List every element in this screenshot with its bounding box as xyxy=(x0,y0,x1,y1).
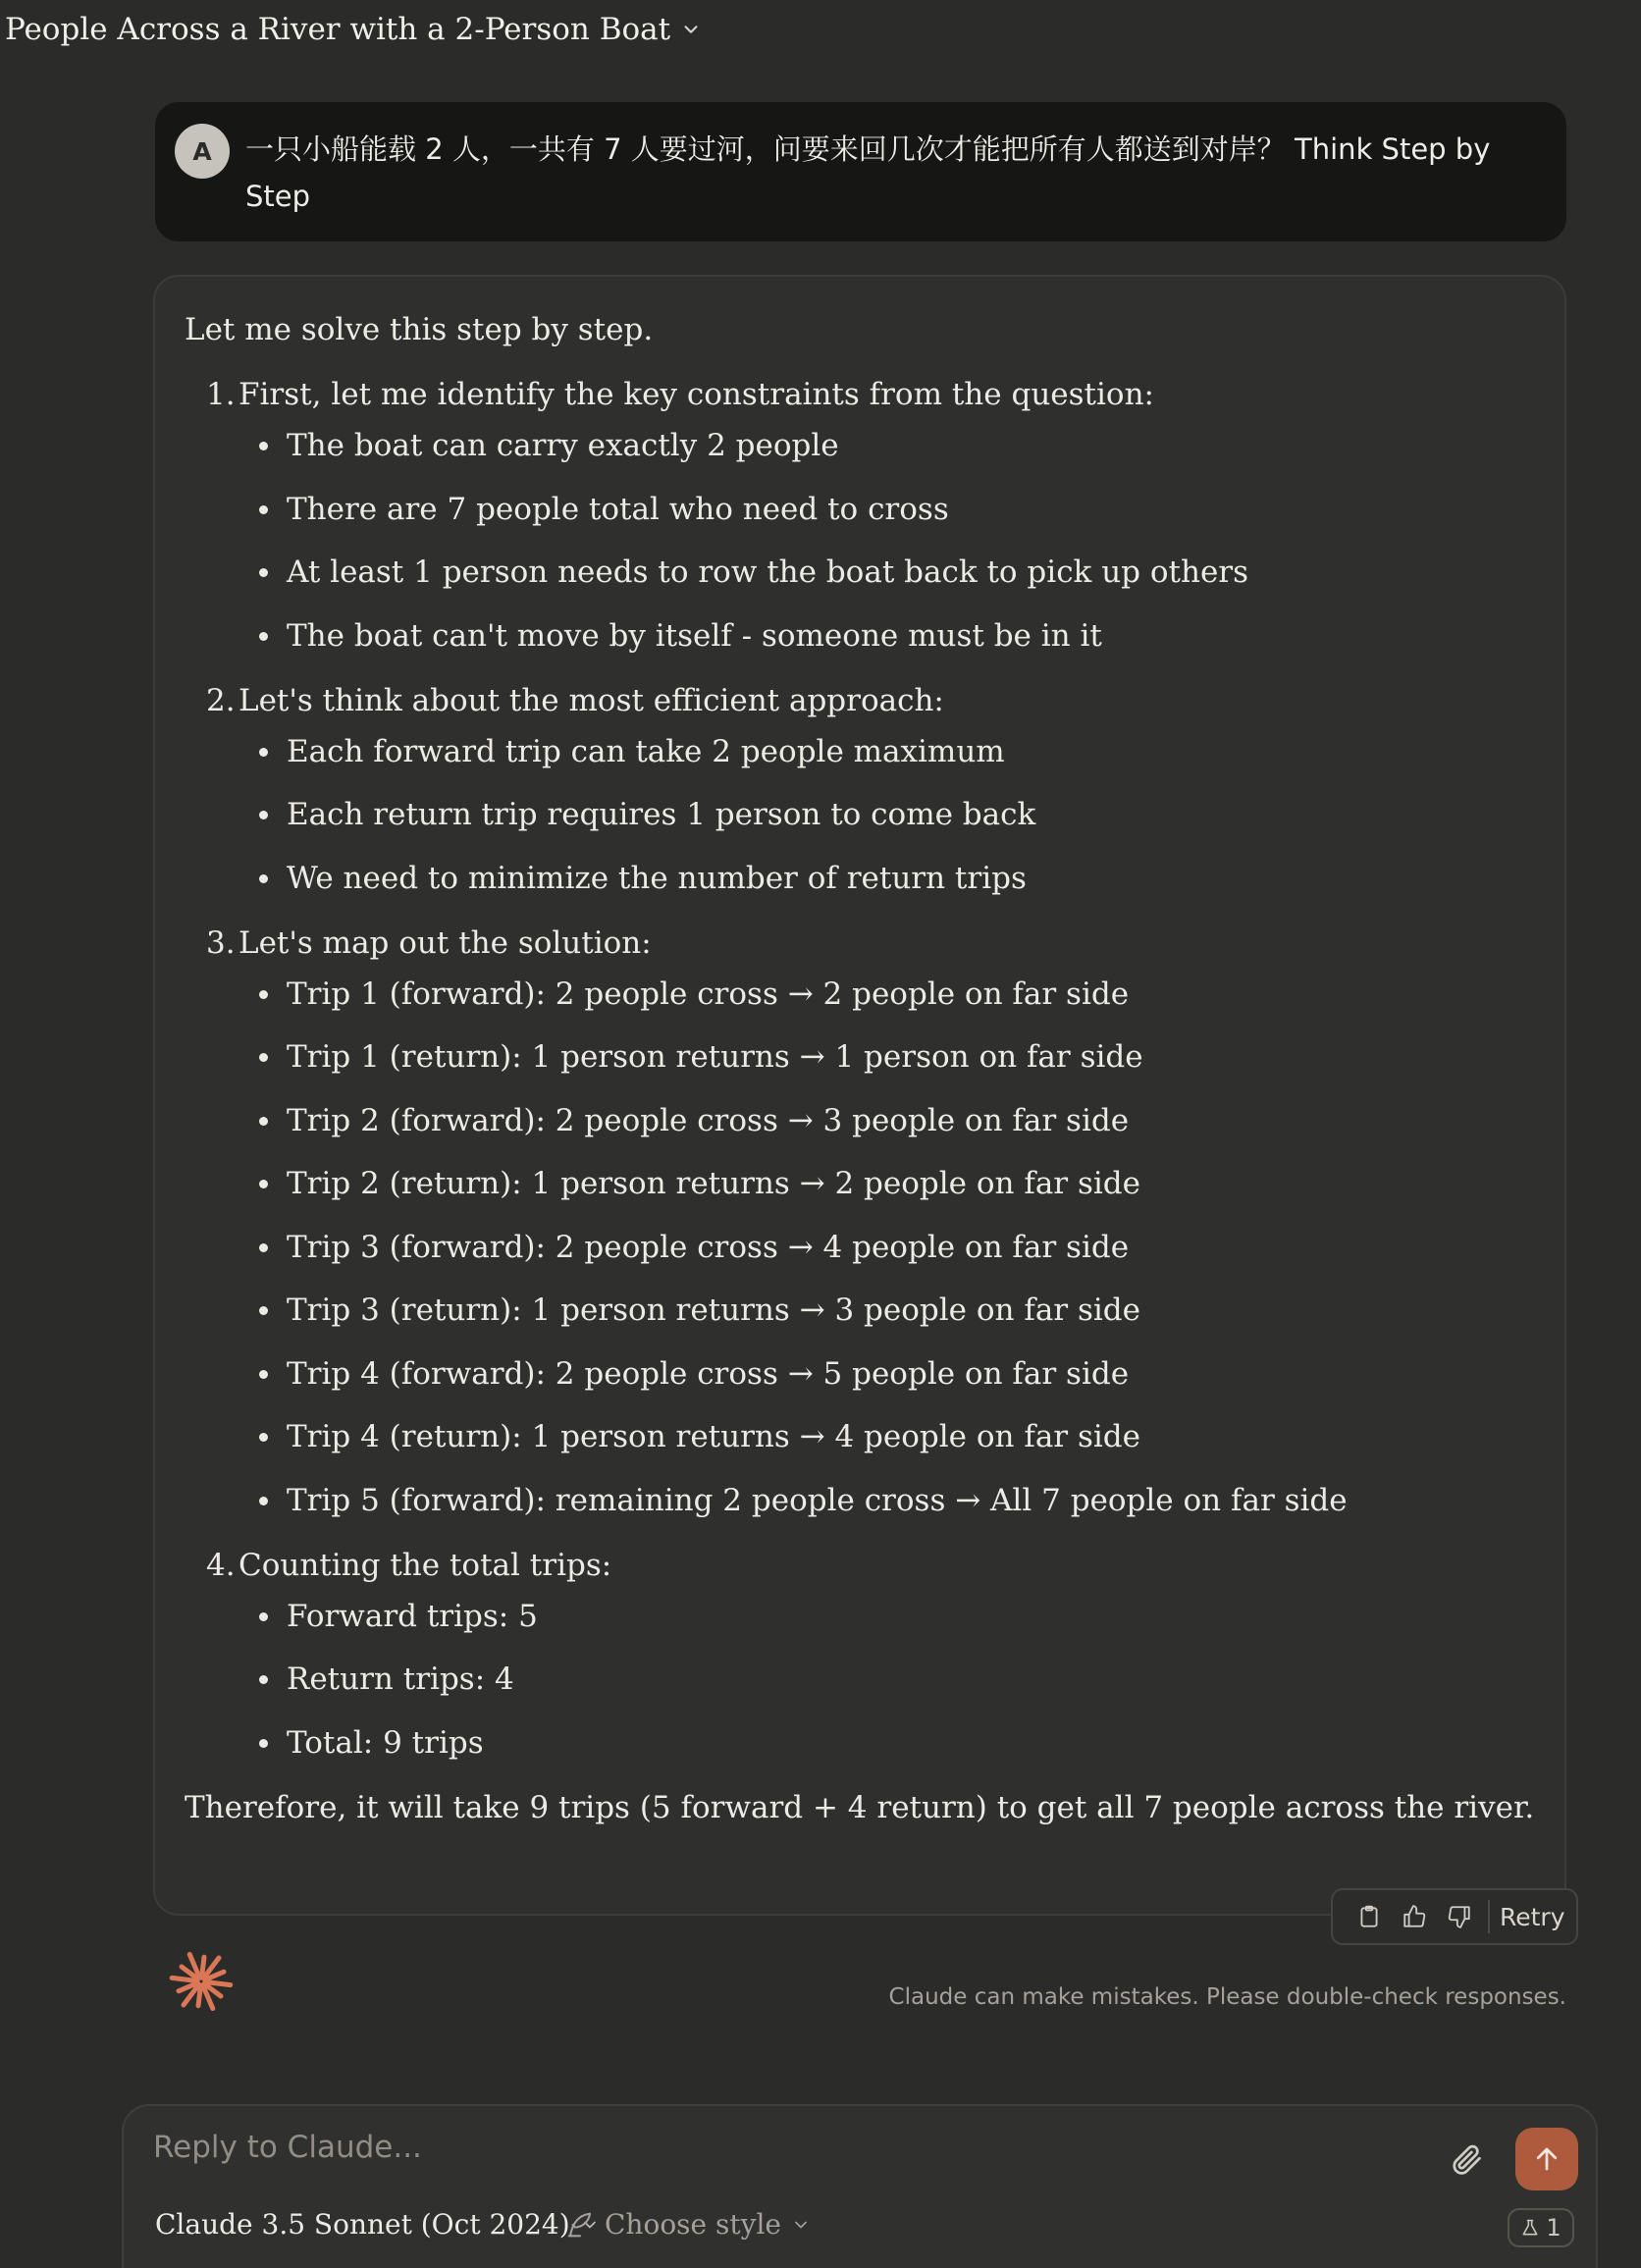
step-heading-text: Counting the total trips: xyxy=(238,1547,612,1583)
bullet-item: Trip 1 (forward): 2 people cross → 2 people on far side xyxy=(259,973,1539,1016)
bullet-item: Return trips: 4 xyxy=(259,1658,1539,1701)
step-heading-text: Let's think about the most efficient approach: xyxy=(238,682,944,718)
step-heading xyxy=(206,1544,1539,1587)
composer xyxy=(122,2104,1598,2268)
model-selector[interactable] xyxy=(155,2208,600,2241)
bullet-item: Trip 1 (return): 1 person returns → 1 person on far side xyxy=(259,1035,1539,1079)
step-bullets xyxy=(206,973,1539,1522)
step-number: 4. xyxy=(206,1547,236,1583)
step-heading xyxy=(206,373,1539,416)
thumbs-down-button[interactable] xyxy=(1437,1894,1482,1939)
style-selector[interactable] xyxy=(565,2208,811,2241)
clipboard-icon xyxy=(1356,1904,1382,1929)
bullet-item: Forward trips: 5 xyxy=(259,1595,1539,1638)
step-number: 1. xyxy=(206,377,236,412)
model-label: Claude 3.5 Sonnet (Oct 2024) xyxy=(155,2208,570,2241)
bullet-item: Trip 4 (return): 1 person returns → 4 people on far side xyxy=(259,1415,1539,1458)
chevron-down-icon xyxy=(791,2215,811,2235)
chevron-down-icon xyxy=(680,19,702,40)
response-conclusion: Therefore, it will take 9 trips (5 forward + 4 return) to get all 7 people across the river. xyxy=(185,1789,1535,1825)
claude-logo-icon xyxy=(169,1949,234,2014)
step-bullets xyxy=(206,1595,1539,1765)
bullet-item: Total: 9 trips xyxy=(259,1721,1539,1765)
user-message xyxy=(155,102,1566,241)
bullet-item: We need to minimize the number of return trips xyxy=(259,857,1539,900)
disclaimer-text: Claude can make mistakes. Please double-check responses. xyxy=(888,1984,1566,2010)
paperclip-icon[interactable] xyxy=(1449,2141,1484,2177)
copy-button[interactable] xyxy=(1347,1894,1392,1939)
user-message-text: 一只小船能载 2 人，一共有 7 人要过河，问要来回几次才能把所有人都送到对岸？ Think Step by Step xyxy=(245,132,1491,213)
research-badge[interactable] xyxy=(1508,2208,1574,2247)
response-step xyxy=(206,679,1539,900)
reply-input[interactable] xyxy=(153,2130,1429,2165)
step-bullets xyxy=(206,730,1539,900)
response-step xyxy=(206,1544,1539,1765)
arrow-up-icon xyxy=(1532,2144,1562,2174)
badge-count: 1 xyxy=(1546,2214,1562,2242)
assistant-response xyxy=(153,275,1566,1916)
response-action-bar xyxy=(1331,1888,1578,1945)
style-label: Choose style xyxy=(605,2208,781,2241)
thumbs-up-icon xyxy=(1402,1904,1427,1929)
step-heading-text: Let's map out the solution: xyxy=(238,924,652,961)
bullet-item: At least 1 person needs to row the boat back to pick up others xyxy=(259,551,1539,594)
flask-icon xyxy=(1520,2218,1540,2238)
chat-title-text: People Across a River with a 2-Person Boat xyxy=(5,12,671,47)
retry-button[interactable]: Retry xyxy=(1500,1902,1565,1931)
bullet-item: The boat can't move by itself - someone must be in it xyxy=(259,614,1539,658)
response-intro: Let me solve this step by step. xyxy=(185,312,654,347)
thumbs-up-button[interactable] xyxy=(1392,1894,1437,1939)
bullet-item: There are 7 people total who need to cross xyxy=(259,488,1539,531)
chat-title-menu[interactable] xyxy=(5,12,702,47)
bullet-item: The boat can carry exactly 2 people xyxy=(259,424,1539,467)
response-steps xyxy=(185,373,1539,1765)
step-heading xyxy=(206,922,1539,965)
quill-icon xyxy=(565,2210,595,2240)
response-step xyxy=(206,922,1539,1522)
bullet-item: Each return trip requires 1 person to come back xyxy=(259,793,1539,836)
step-heading-text: First, let me identify the key constraints from the question: xyxy=(238,377,1154,412)
step-number: 3. xyxy=(206,924,236,961)
response-body xyxy=(185,308,1539,1829)
step-bullets xyxy=(206,424,1539,658)
user-avatar: A xyxy=(175,124,230,179)
response-step xyxy=(206,373,1539,658)
thumbs-down-icon xyxy=(1447,1904,1472,1929)
bullet-item: Each forward trip can take 2 people maximum xyxy=(259,730,1539,773)
bullet-item: Trip 4 (forward): 2 people cross → 5 people on far side xyxy=(259,1352,1539,1396)
bullet-item: Trip 5 (forward): remaining 2 people cross → All 7 people on far side xyxy=(259,1479,1539,1522)
bullet-item: Trip 3 (forward): 2 people cross → 4 people on far side xyxy=(259,1226,1539,1269)
bullet-item: Trip 2 (return): 1 person returns → 2 people on far side xyxy=(259,1162,1539,1205)
bullet-item: Trip 2 (forward): 2 people cross → 3 people on far side xyxy=(259,1099,1539,1142)
send-button[interactable] xyxy=(1515,2128,1578,2190)
step-heading xyxy=(206,679,1539,722)
action-divider xyxy=(1488,1900,1490,1933)
bullet-item: Trip 3 (return): 1 person returns → 3 people on far side xyxy=(259,1289,1539,1332)
step-number: 2. xyxy=(206,682,236,718)
